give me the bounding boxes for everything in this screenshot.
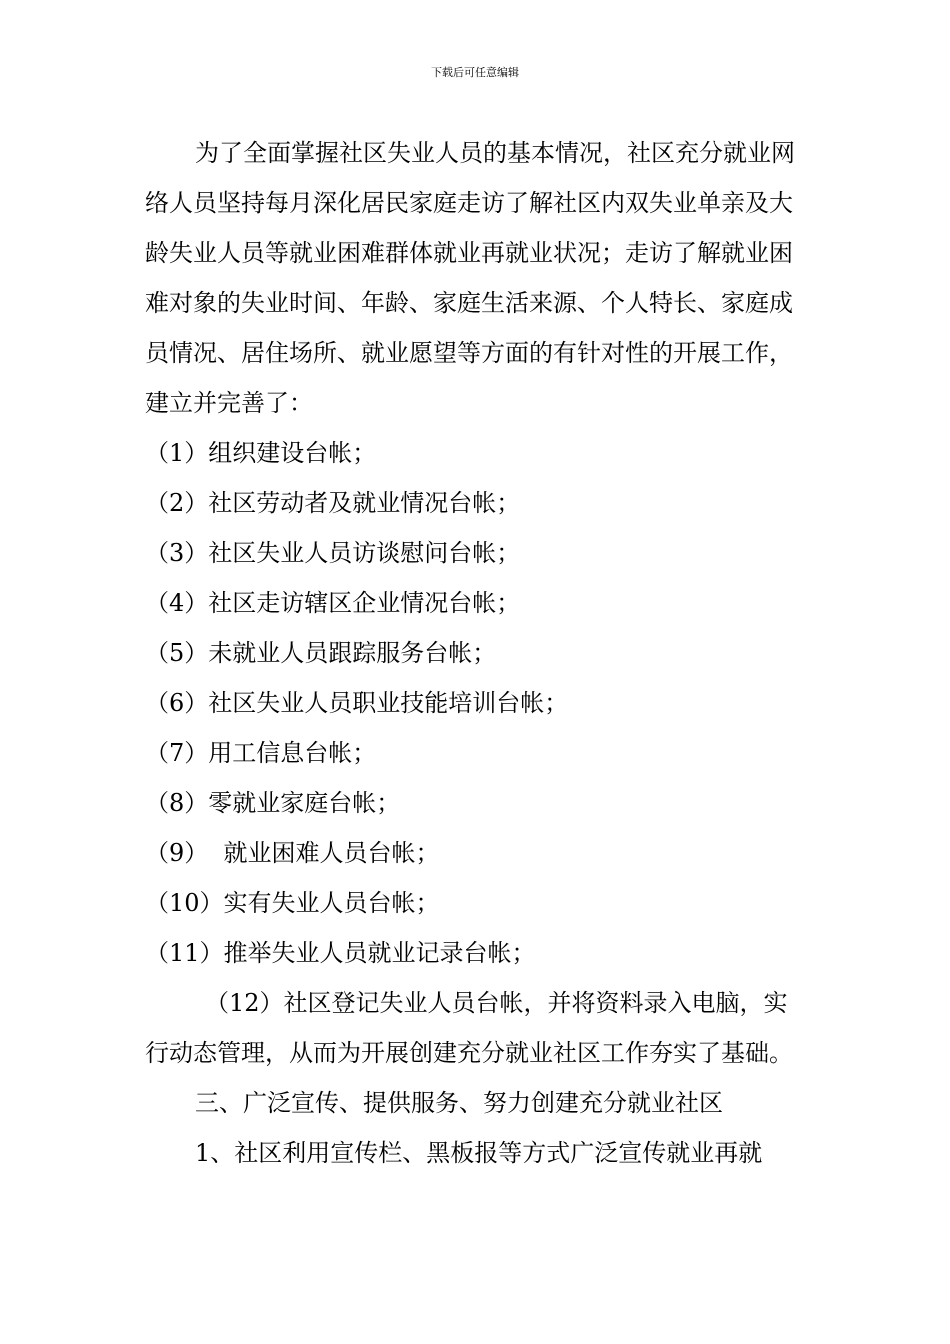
list-item-9: （9） 就业困难人员台帐； (145, 839, 440, 867)
page-header: 下载后可任意编辑 (431, 66, 519, 79)
section-heading: 三、广泛宣传、提供服务、努力创建充分就业社区 (195, 1089, 723, 1117)
list-item-7: （7）用工信息台帐； (145, 739, 377, 767)
list-item-3: （3）社区失业人员访谈慰问台帐； (145, 539, 521, 567)
document-body (145, 128, 807, 1178)
list-item-1: （1）组织建设台帐； (145, 439, 377, 467)
section-paragraph: 1、社区利用宣传栏、黑板报等方式广泛宣传就业再就 (195, 1139, 763, 1167)
list-item-6: （6）社区失业人员职业技能培训台帐； (145, 689, 569, 717)
list-item-5: （5）未就业人员跟踪服务台帐； (145, 639, 497, 667)
list-item-8: （8）零就业家庭台帐； (145, 789, 401, 817)
list-item-2: （2）社区劳动者及就业情况台帐； (145, 489, 521, 517)
list-item-12-paragraph: （12）社区登记失业人员台帐，并将资料录入电脑，实行动态管理，从而为开展创建充分就业社区工作夯实了基础。 (145, 989, 793, 1067)
intro-paragraph: 为了全面掌握社区失业人员的基本情况，社区充分就业网络人员坚持每月深化居民家庭走访了解社区内双失业单亲及大龄失业人员等就业困难群体就业再就业状况；走访了解就业困难对象的失业时间、年龄、家庭生活来源、个人特长、家庭成员情况、居住场所、就业愿望等方面的有针对性的开展工作，建立并完善了： (145, 139, 795, 417)
list-item-4: （4）社区走访辖区企业情况台帐； (145, 589, 521, 617)
list-item-11: （11）推举失业人员就业记录台帐； (145, 939, 536, 967)
list-item-10: （10）实有失业人员台帐； (145, 889, 440, 917)
